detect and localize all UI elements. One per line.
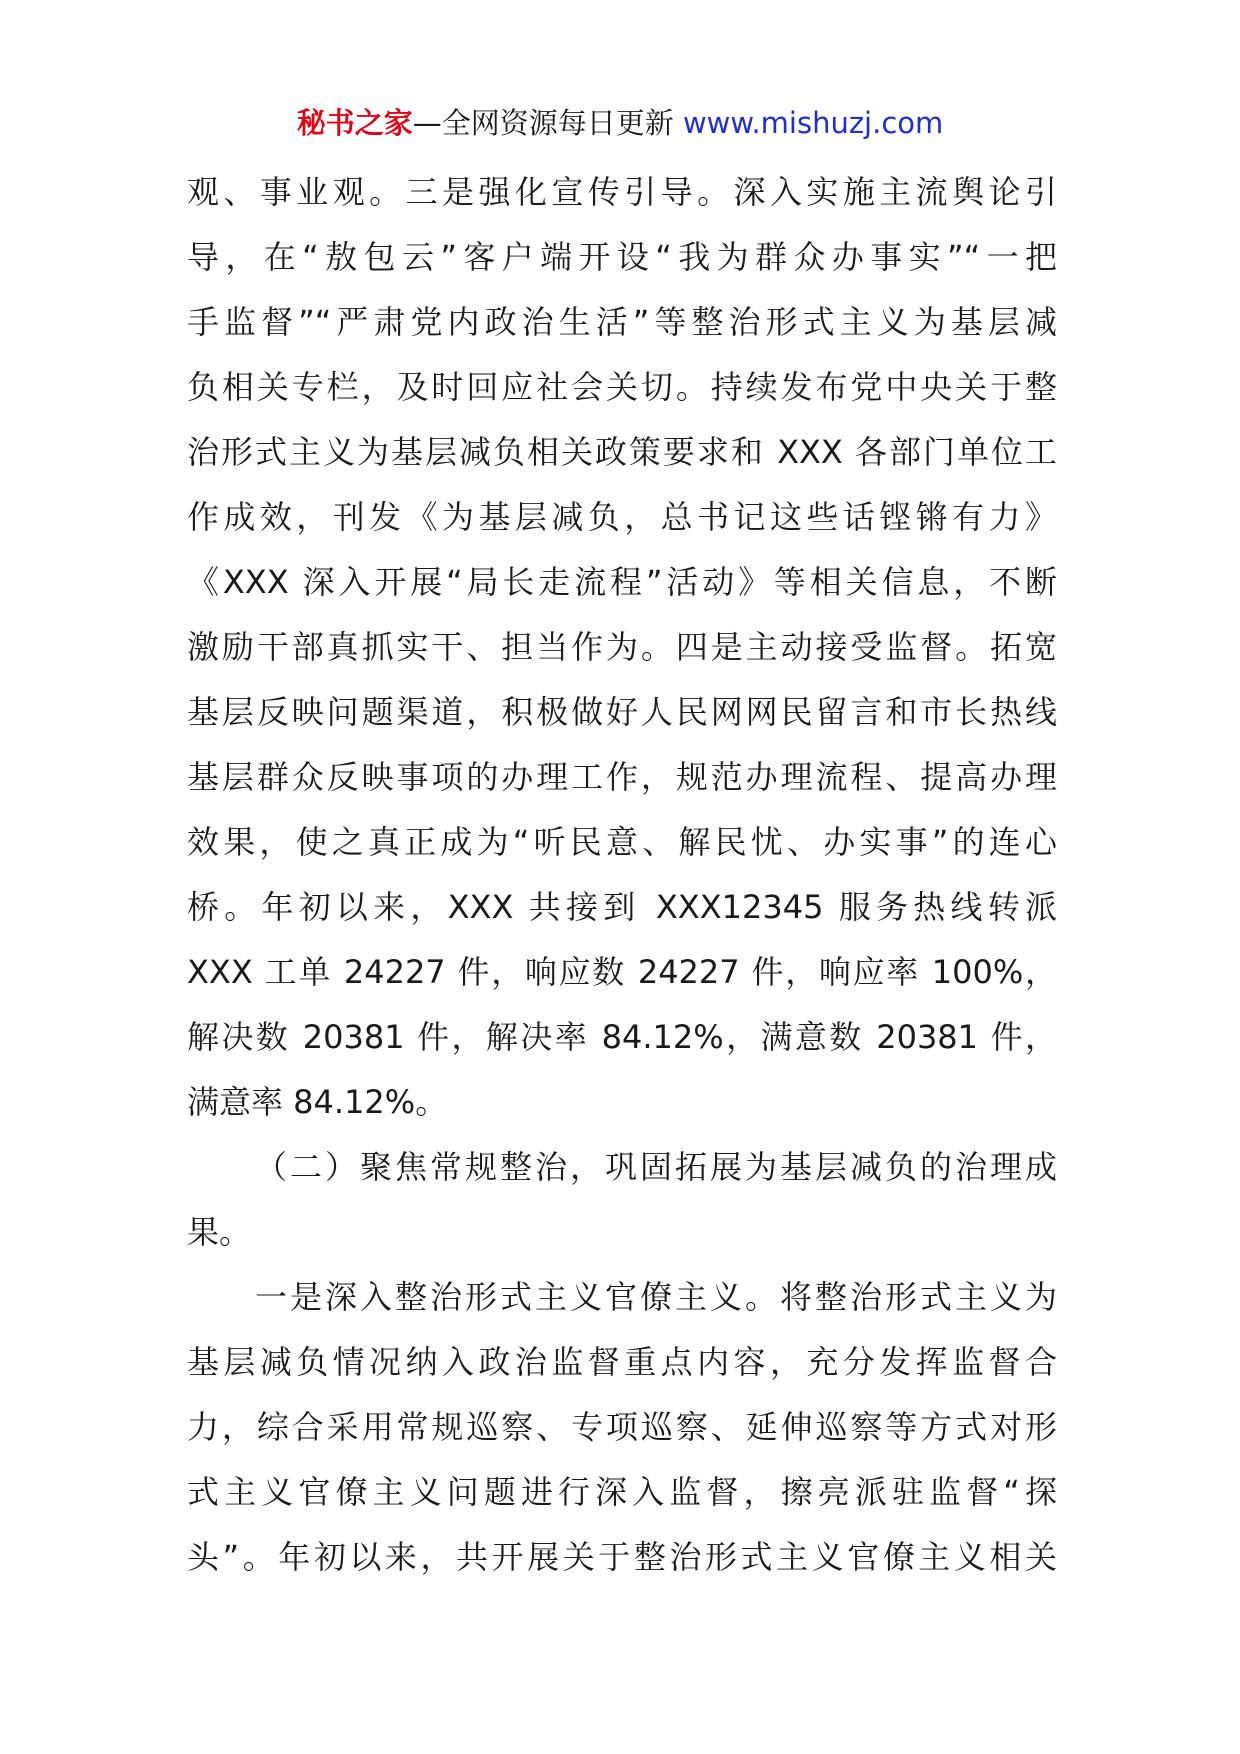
text-line: 治形式主义为基层减负相关政策要求和 XXX 各部门单位工 [187, 433, 1057, 471]
text-line: 基层群众反映事项的办理工作，规范办理流程、提高办理 [187, 758, 1057, 796]
text-line: 导，在“敖包云”客户端开设“我为群众办事实”“一把 [187, 238, 1057, 276]
site-brand: 秘书之家 [296, 106, 413, 140]
text-line: 激励干部真抓实干、担当作为。四是主动接受监督。拓宽 [187, 628, 1057, 666]
text-line: 解决数 20381 件，解决率 84.12%，满意数 20381 件， [187, 1018, 1057, 1056]
text-line: 手监督”“严肃党内政治生活”等整治形式主义为基层减 [187, 303, 1057, 341]
text-line: 负相关专栏，及时回应社会关切。持续发布党中央关于整 [187, 368, 1057, 406]
site-url-link[interactable]: www.mishuzj.com [682, 106, 944, 140]
text-line: 效果，使之真正成为“听民意、解民忧、办实事”的连心 [187, 823, 1057, 861]
text-line: 一是深入整治形式主义官僚主义。将整治形式主义为 [255, 1278, 1057, 1316]
document-body [187, 160, 1057, 1590]
text-line: 基层减负情况纳入政治监督重点内容，充分发挥监督合 [187, 1343, 1057, 1381]
text-line: 《XXX 深入开展“局长走流程”活动》等相关信息，不断 [187, 563, 1057, 601]
site-slogan: —全网资源每日更新 [412, 106, 683, 140]
section-heading-end: 果。 [187, 1213, 252, 1251]
text-line: 观、事业观。三是强化宣传引导。深入实施主流舆论引 [187, 173, 1057, 211]
text-line: 桥。年初以来，XXX 共接到 XXX12345 服务热线转派 [187, 888, 1057, 926]
text-line: 基层反映问题渠道，积极做好人民网网民留言和市长热线 [187, 693, 1057, 731]
text-line: 满意率 84.12%。 [187, 1083, 448, 1121]
text-line: XXX 工单 24227 件，响应数 24227 件，响应率 100%， [187, 953, 1057, 991]
text-line: 式主义官僚主义问题进行深入监督，擦亮派驻监督“探 [187, 1473, 1057, 1511]
text-line: 头”。年初以来，共开展关于整治形式主义官僚主义相关 [187, 1538, 1057, 1576]
section-heading: （二）聚焦常规整治，巩固拓展为基层减负的治理成 [255, 1148, 1057, 1186]
text-line: 作成效，刊发《为基层减负，总书记这些话铿锵有力》 [187, 498, 1057, 536]
site-header [0, 100, 1240, 146]
text-line: 力，综合采用常规巡察、专项巡察、延伸巡察等方式对形 [187, 1408, 1057, 1446]
